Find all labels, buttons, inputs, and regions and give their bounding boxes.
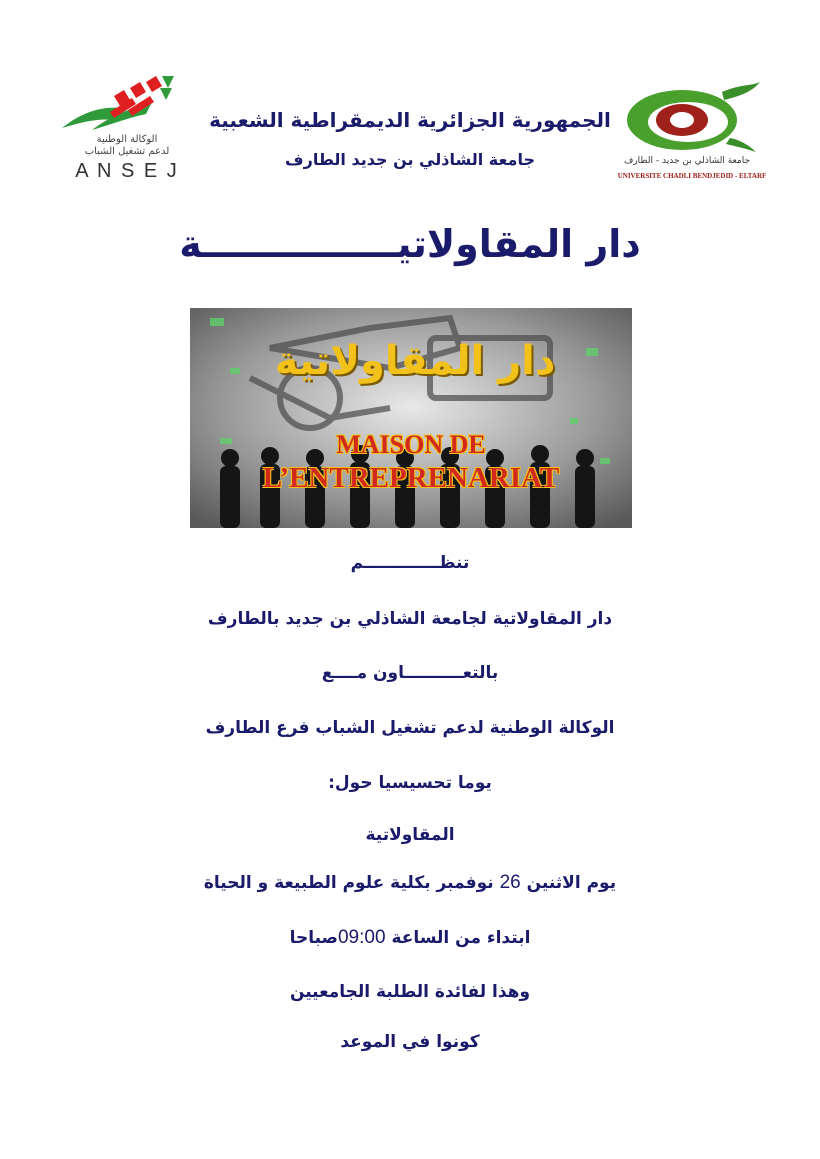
partner-line: الوكالة الوطنية لدعم تشغيل الشباب فرع الطارف: [205, 718, 615, 738]
ansej-arabic-2: لدعم تشغيل الشباب: [84, 146, 170, 157]
time-line: [110, 927, 710, 949]
closing-line: كونوا في الموعد: [340, 1032, 480, 1052]
university-logo-latin: UNIVERSITE CHADLI BENDJEDID - ELTARF: [617, 172, 767, 180]
date-number: 26: [499, 872, 521, 893]
time-pre: ابتداء من الساعة: [391, 928, 531, 948]
ansej-logo: [52, 72, 202, 184]
date-post: نوفمبر بكلية علوم الطبيعة و الحياة: [203, 873, 494, 893]
topic-line: المقاولاتية: [365, 825, 455, 845]
ansej-arabic-1: الوكالة الوطنية: [96, 134, 158, 145]
banner-line-1: MAISON DE: [336, 430, 486, 459]
ansej-latin: A N S E J: [75, 160, 179, 182]
time-post: صباحا: [289, 928, 338, 948]
page-title: دار المقاولاتيـــــــــــــــة: [179, 222, 641, 266]
banner-arabic-title: دار المقاولاتية: [274, 338, 556, 384]
event-intro-line: يوما تحسيسيا حول:: [328, 773, 492, 793]
republic-heading: الجمهورية الجزائرية الديمقراطية الشعبية: [209, 108, 611, 132]
audience-line: وهذا لفائدة الطلبة الجامعيين: [289, 982, 531, 1002]
cooperation-line: بالتعــــــــــاون مــــع: [321, 663, 499, 683]
university-logo: [612, 82, 772, 190]
university-logo-arabic: جامعة الشاذلي بن جديد - الطارف: [623, 156, 751, 166]
university-heading: جامعة الشاذلي بن جديد الطارف: [285, 150, 535, 169]
date-line: [110, 872, 710, 894]
organize-line: تنظـــــــــــــم: [350, 553, 470, 573]
date-pre: يوم الاثنين: [526, 873, 617, 893]
banner-line-2: L’ENTREPRENARIAT: [262, 462, 560, 494]
organizer-line: دار المقاولاتية لجامعة الشاذلي بن جديد بالطارف: [207, 609, 613, 629]
maison-banner: [190, 308, 632, 528]
time-number: 09:00: [337, 927, 386, 948]
university-emblem-icon: [612, 82, 772, 162]
